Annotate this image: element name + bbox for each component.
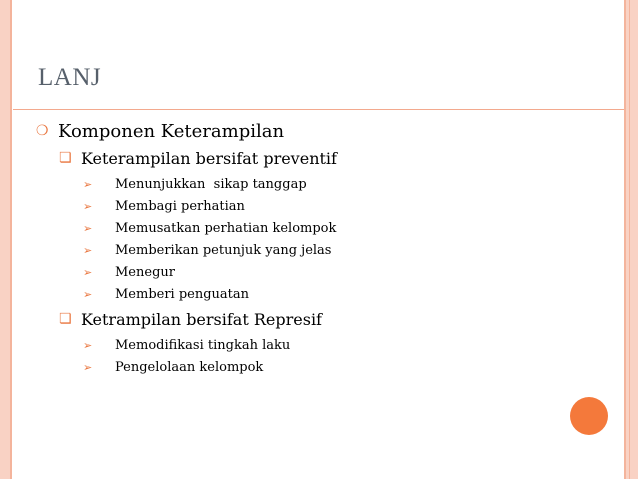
bullet-level2-text: Keterampilan bersifat preventif — [81, 148, 337, 168]
arrow-bullet-icon: ➢ — [83, 265, 93, 279]
square-bullet-icon: ❏ — [59, 150, 72, 166]
arrow-bullet-icon: ➢ — [83, 177, 93, 191]
list-item-text: Menegur — [115, 264, 175, 280]
left-frame-border — [0, 0, 12, 479]
arrow-bullet-icon: ➢ — [83, 338, 93, 352]
title-divider — [13, 109, 624, 110]
slide-title: LANJ — [38, 64, 102, 91]
slide-content — [36, 119, 596, 378]
list-item — [83, 217, 596, 239]
arrow-bullet-icon: ➢ — [83, 221, 93, 235]
list-item — [83, 283, 596, 305]
list-item-text: Memodifikasi tingkah laku — [115, 337, 291, 353]
arrow-bullet-icon: ➢ — [83, 287, 93, 301]
bullet-level1 — [36, 119, 596, 143]
list-item-text: Pengelolaan kelompok — [115, 359, 264, 375]
list-item-text: Membagi perhatian — [115, 198, 245, 214]
circle-bullet-icon: ❍ — [36, 123, 49, 139]
list-item — [83, 239, 596, 261]
bullet-level2-preventif — [59, 147, 596, 169]
list-item — [83, 195, 596, 217]
square-bullet-icon: ❏ — [59, 311, 72, 327]
bullet-level2-text: Ketrampilan bersifat Represif — [81, 309, 322, 329]
list-item — [83, 173, 596, 195]
arrow-bullet-icon: ➢ — [83, 243, 93, 257]
bullet-level2-represif — [59, 308, 596, 330]
list-item-text: Memberikan petunjuk yang jelas — [115, 242, 332, 258]
list-item-text: Memusatkan perhatian kelompok — [115, 220, 337, 236]
list-item — [83, 356, 596, 378]
arrow-bullet-icon: ➢ — [83, 360, 93, 374]
list-item — [83, 334, 596, 356]
bullet-level1-text: Komponen Keterampilan — [58, 120, 285, 142]
list-item-text: Menunjukkan sikap tanggap — [115, 176, 307, 192]
arrow-bullet-icon: ➢ — [83, 199, 93, 213]
list-item — [83, 261, 596, 283]
decorative-orange-circle — [570, 397, 608, 435]
right-frame-border — [624, 0, 638, 479]
list-item-text: Memberi penguatan — [115, 286, 250, 302]
